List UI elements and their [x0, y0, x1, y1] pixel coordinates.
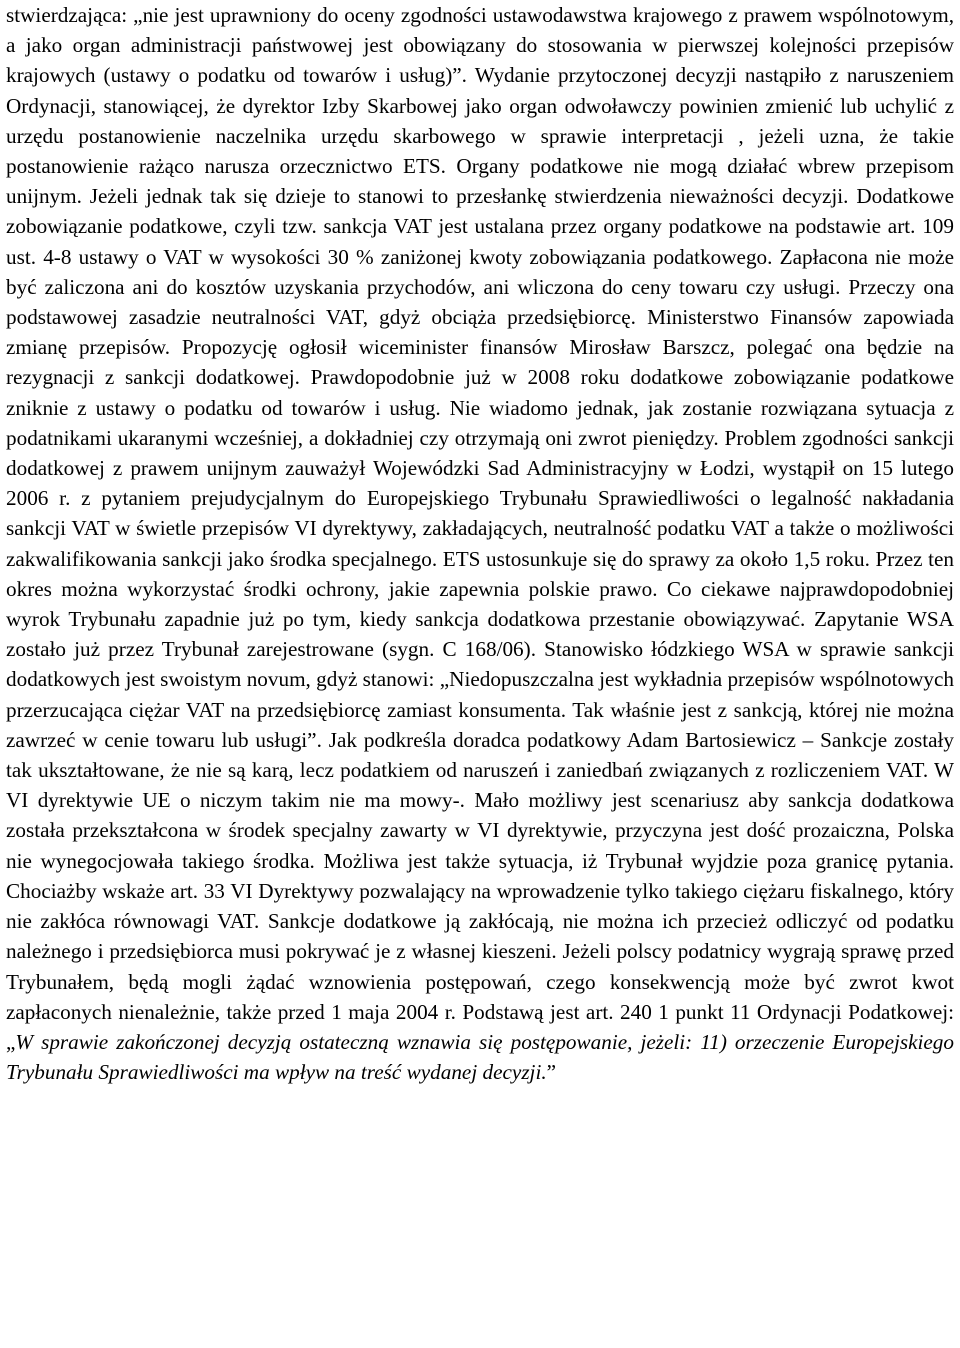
closing-quote-mark: ” — [546, 1060, 557, 1085]
sentence: Przez ten okres można wykorzystać środki ochrony, jakie zapewnia polskie prawo. — [6, 546, 954, 601]
sentence: Ministerstwo Finansów zapowiada zmianę przepisów. — [6, 305, 955, 360]
sentence: Organy podatkowe nie mogą działać wbrew przepisom unijnym. — [6, 154, 954, 209]
sentence: ETS ustosunkuje się do sprawy za około 1,5 roku. — [442, 546, 870, 571]
sentence: Tak właśnie jest z sankcją, której nie można zawrzeć w cenie towaru lub usługi”. — [6, 697, 954, 752]
sentence: Dodatkowe zobowiązanie podatkowe, czyli tzw. sankcja VAT jest ustalana przez organy podatkowe na podstawie art. 109 ust. 4-8 ustawy o VAT w wysokości 30 % zaniżonej kwoty zobowiązania podatkowego. — [6, 184, 954, 269]
body-paragraph — [6, 0, 954, 1087]
sentence: Możliwa jest także sytuacja, iż Trybunał wyjdzie poza granicę pytania. — [323, 848, 954, 873]
sentence: Podstawą jest art. 240 1 punkt 11 Ordynacji Podatkowej: „ — [6, 999, 954, 1054]
quoted-regulation: W sprawie zakończonej decyzją ostateczną wznawia się postępowanie, jeżeli: 11) orzeczenie Europejskiego Trybunału Sprawiedliwości ma wpływ na treść wydanej decyzji. — [6, 1029, 954, 1085]
sentence: stwierdzająca: „nie jest uprawniony do oceny zgodności ustawodawstwa krajowego z prawem wspólnotowym, a jako organ administracji państwowej jest obowiązany do stosowania w pierwszej kolejności przepisów krajowych (ustawy o podatku od towarów i usług)”. — [6, 3, 954, 88]
sentence: Propozycję ogłosił wiceminister finansów Mirosław Barszcz, polegać ona będzie na rezygnacji z sankcji dodatkowej. — [6, 335, 955, 390]
sentence: Sankcje dodatkowe ją zakłócają, nie można ich przecież odliczyć od podatku należnego i przedsiębiorca musi pokrywać je z własnej kieszeni. — [6, 909, 955, 964]
sentence: Nie wiadomo jednak, jak zostanie rozwiązana sytuacja z podatnikami ukaranymi wcześniej, a dokładniej czy otrzymają oni zwrot pieniędzy. — [6, 395, 955, 450]
document-page — [6, 0, 954, 1087]
sentence: Jak podkreśla doradca podatkowy Adam Bartosiewicz – Sankcje zostały tak ukształtowane, że nie są karą, lecz podatkiem od naruszeń i zaniedbań związanych z rozliczeniem VAT. — [6, 727, 954, 783]
sentence: Przeczy ona podstawowej zasadzie neutralności VAT, gdyż obciąża przedsiębiorcę. — [6, 274, 955, 330]
sentence: Chociażby wskaże art. 33 VI Dyrektywy pozwalający na wprowadzenie tylko takiego ciężaru fiskalnego, który nie zakłóca równowagi VAT. — [6, 878, 954, 934]
sentence: Jeżeli polscy podatnicy wygrają sprawę przed Trybunałem, będą mogli żądać wznowienia postępowań, czego konsekwencją może być zwrot kwot zapłaconych nienależnie, także przed 1 maja 2004 r. — [6, 939, 955, 1024]
sentence: Mało możliwy jest scenariusz aby sankcja dodatkowa została przekształcona w środek specjalny zawarty w VI dyrektywie, przyczyna jest dość prozaiczna, Polska nie wynegocjowała takiego środka. — [6, 788, 954, 873]
sentence: Stanowisko łódzkiego WSA w sprawie sankcji dodatkowych jest swoistym novum, gdyż stanowi: „Niedopuszczalna jest wykładnia przepisów wspólnotowych przerzucająca ciężar VAT na przedsiębiorcę zamiast konsumenta. — [6, 637, 955, 722]
sentence: Jeżeli jednak tak się dzieje to stanowi to przesłankę stwierdzenia nieważności decyzji. — [89, 184, 849, 209]
sentence: Wydanie przytoczonej decyzji nastąpiło z naruszeniem Ordynacji, stanowiącej, że dyrektor Izby Skarbowej jako organ odwoławczy powinien zmienić lub uchylić z urzędu postanowienie naczelnika urzędu skarbowego w sprawie interpretacji , jeżeli uzna, że takie postanowienie rażąco narusza orzecznictwo ETS. — [6, 63, 954, 179]
sentence: Zapytanie WSA zostało już przez Trybunał zarejestrowane (sygn. C 168/06). — [6, 607, 954, 662]
sentence: W VI dyrektywie UE o niczym takim nie ma mowy-. — [6, 758, 954, 813]
sentence: Problem zgodności sankcji dodatkowej z prawem unijnym zauważył Wojewódzki Sad Administracyjny w Łodzi, wystąpił on 15 lutego 2006 r. z pytaniem prejudycjalnym do Europejskiego Trybunału Sprawiedliwości o legalność nakładania sankcji VAT w świetle przepisów VI dyrektywy, zakładających, neutralność podatku VAT a także o możliwości zakwalifikowania sankcji jako środka specjalnego. — [6, 425, 954, 571]
sentence: Prawdopodobnie już w 2008 roku dodatkowe zobowiązanie podatkowe zniknie z ustawy o podatku od towarów i usług. — [6, 365, 955, 420]
sentence: Co ciekawe najprawdopodobniej wyrok Trybunału zapadnie już po tym, kiedy sankcja dodatkowa przestanie obowiązywać. — [6, 576, 954, 632]
sentence: Zapłacona nie może być zaliczona ani do kosztów uzyskania przychodów, ani wliczona do ceny towaru czy usługi. — [6, 244, 955, 299]
